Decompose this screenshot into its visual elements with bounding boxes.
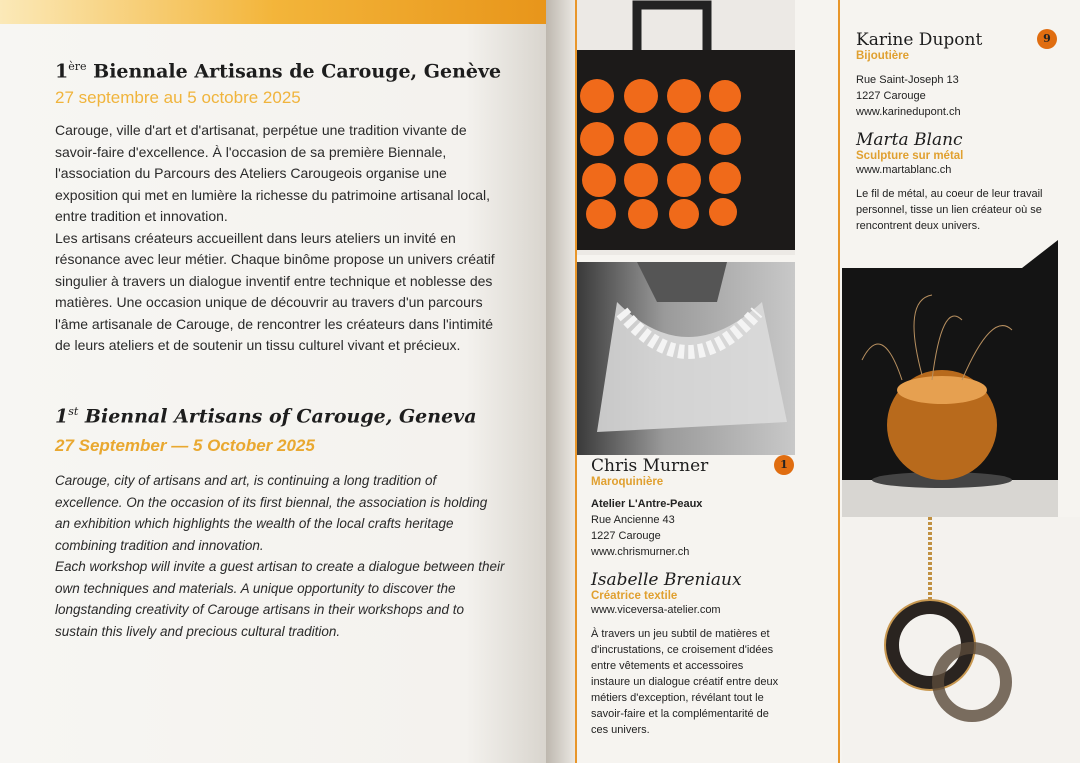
address-street: Rue Saint-Joseph 13	[856, 74, 959, 86]
website-link[interactable]: www.viceversa-atelier.com	[591, 604, 721, 616]
title-number: 1	[55, 405, 69, 428]
atelier-name: Atelier L'Antre-Peaux	[591, 498, 703, 510]
title-text: Biennale Artisans de Carouge, Genève	[86, 60, 502, 83]
french-text-1: Carouge, ville d'art et d'artisanat, perpétue une tradition vivante de savoir-faire d'excellence. À l'occasion de sa première Biennale, l'association du Parcours des Ateliers Carougeois organise une exposition qui met en lumière la richesse du patrimoine artisanal local, entre tradition et innovation.	[55, 122, 490, 224]
english-title	[55, 405, 477, 427]
pendant-photo	[842, 517, 1080, 763]
artist-name: Marta Blanc	[856, 130, 963, 150]
artist-name: Karine Dupont	[856, 30, 983, 50]
title-superscript: st	[68, 405, 79, 418]
artist-name: Chris Murner	[591, 456, 709, 476]
address-street: Rue Ancienne 43	[591, 514, 675, 526]
address-city: 1227 Carouge	[591, 530, 661, 542]
sculpture-illustration	[842, 240, 1058, 517]
number-badge: 1	[774, 455, 794, 475]
pendant-illustration	[842, 517, 1080, 763]
metal-sculpture-photo	[842, 240, 1058, 517]
orange-top-bar	[0, 0, 548, 24]
title-number: 1	[55, 60, 69, 83]
website-link[interactable]: www.martablanc.ch	[856, 164, 952, 176]
textile-necklace-photo	[577, 262, 795, 455]
book-spine	[546, 0, 576, 763]
english-date: 27 September — 5 October 2025	[55, 436, 315, 455]
bag-illustration	[577, 0, 795, 255]
artist-name: Isabelle Breniaux	[591, 570, 742, 590]
title-superscript: ère	[68, 60, 87, 73]
necklace-illustration	[577, 262, 795, 455]
artist-karine-dupont	[856, 30, 1066, 234]
number-badge: 9	[1037, 29, 1057, 49]
french-title	[55, 60, 501, 82]
french-text-2: Les artisans créateurs accueillent dans leurs ateliers un invité en résonance avec leur métier. Chaque binôme propose un univers créatif singulier à travers un dialogue inventif entre technique et noblesse des matières. Une occasion unique de découvrir au travers d'un parcours l'âme artisanale de Carouge, de rencontrer les créateurs dans l'intimité de leurs ateliers et de soutenir un tissu culturel vivant et précieux.	[55, 229, 495, 353]
leather-bag-photo	[577, 0, 795, 255]
artist-role: Bijoutière	[856, 50, 910, 62]
orange-divider	[838, 0, 840, 763]
english-text-2: Each workshop will invite a guest artisan to create a dialogue between their own techniques and materials. A unique opportunity to discover the longstanding creativity of Carouge artisans in their workshops and to sustain this lively and precious cultural tradition.	[55, 559, 505, 639]
artist-chris-murner	[591, 456, 821, 738]
title-text: Biennal Artisans of Carouge, Geneva	[78, 405, 477, 428]
english-paragraph	[55, 470, 505, 642]
artist-role: Créatrice textile	[591, 590, 678, 602]
right-page	[575, 0, 1080, 763]
artist-role: Maroquinière	[591, 476, 664, 488]
artist-description: À travers un jeu subtil de matières et d'incrustations, ce croisement d'idées entre vêtements et accessoires instaure un dialogue créatif entre deux métiers d'exception, révélant tout le savoir-faire et la complémentarité de ces univers.	[591, 628, 779, 736]
artist-description: Le fil de métal, au coeur de leur travail personnel, tisse un lien créateur où se rencontrent deux univers.	[856, 188, 1043, 232]
english-text-1: Carouge, city of artisans and art, is continuing a long tradition of excellence. On the occasion of its first biennal, the association is holding an exhibition which highlights the wealth of the local crafts heritage combining tradition and innovation.	[55, 473, 488, 553]
website-link[interactable]: www.chrismurner.ch	[591, 546, 690, 558]
french-date: 27 septembre au 5 octobre 2025	[55, 88, 301, 107]
address-city: 1227 Carouge	[856, 90, 926, 102]
website-link[interactable]: www.karinedupont.ch	[856, 106, 961, 118]
french-paragraph	[55, 120, 505, 357]
artist-role: Sculpture sur métal	[856, 150, 964, 162]
